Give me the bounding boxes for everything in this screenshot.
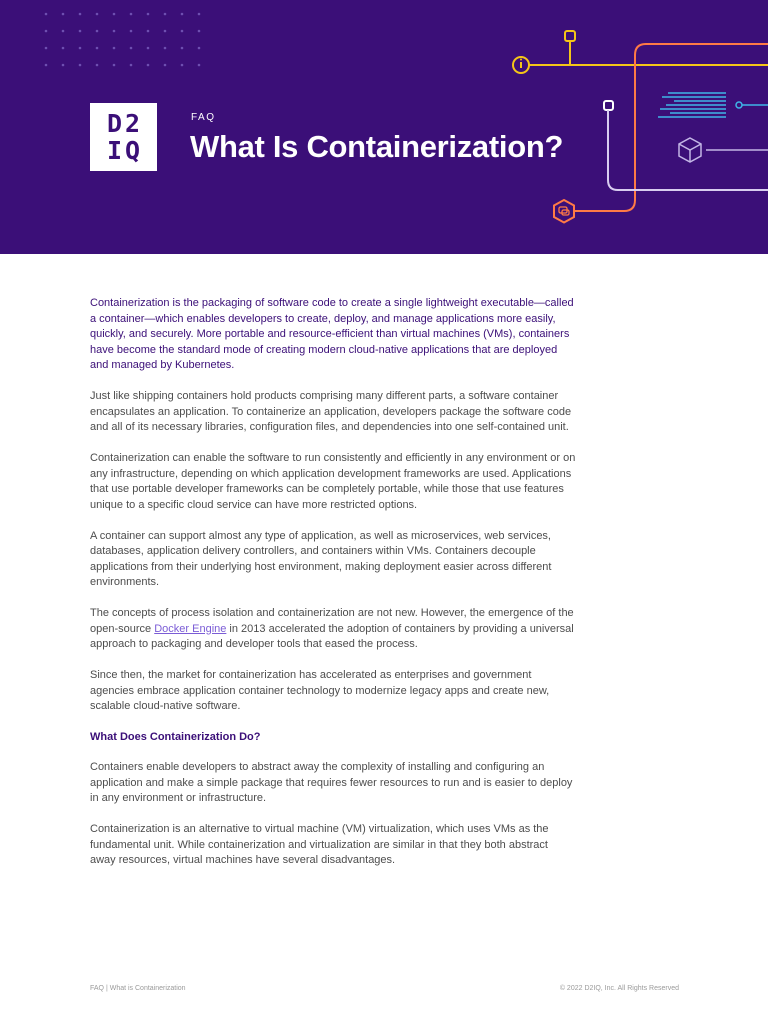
article-body	[90, 296, 576, 884]
page-title: What Is Containerization?	[190, 129, 564, 164]
paragraph-text: in 2013 accelerated the adoption of containers by providing a universal approach to packaging and developer tools that eased the process.	[90, 622, 574, 650]
footer-title: FAQ | What is Containerization	[90, 985, 186, 992]
info-icon	[513, 57, 529, 73]
paragraph: Since then, the market for containerization has accelerated as enterprises and government agencies embrace application container technology to modernize legacy apps and create new, scalable cloud-native software.	[90, 669, 550, 712]
cube-icon	[679, 138, 701, 162]
d2iq-logo	[90, 103, 157, 171]
logo-line-2: IQ	[106, 136, 144, 165]
paragraph-with-link	[90, 606, 576, 653]
page-header	[0, 0, 768, 254]
section-heading: What Does Containerization Do?	[90, 731, 261, 743]
paragraph: Just like shipping containers hold products comprising many different parts, a software container encapsulates an application. To containerize an application, developers package the software code and all of its necessary libraries, configuration files, and dependencies into one self-contained unit.	[90, 390, 572, 433]
circuit-decoration	[500, 0, 768, 254]
paragraph: Containerization is an alternative to virtual machine (VM) virtualization, which uses VMs as the fundamental unit. While containerization and virtualization are similar in that they both abstract away resources, virtual machines have several disadvantages.	[90, 823, 549, 866]
docker-engine-link[interactable]: Docker Engine	[154, 622, 227, 635]
footer-copyright: © 2022 D2IQ, Inc. All Rights Reserved	[559, 985, 679, 992]
paragraph-text: The concepts of process isolation and containerization are not new. However, the emergence of the open-source	[90, 607, 574, 635]
logo-line-1: D2	[106, 109, 144, 138]
dot-grid-decoration	[44, 12, 204, 72]
paragraph: A container can support almost any type of application, as well as microservices, web services, databases, application delivery controllers, and containers within VMs. Containers decouple applications from their underlying host environment, making deployment easier across different environments.	[90, 529, 552, 588]
paragraph: Containerization can enable the software to run consistently and efficiently in any environment or on any infrastructure, depending on which application development frameworks are used. Applications that use portable developer frameworks can be completely portable, while those that use features unique to a specific cloud service can have more restricted options.	[90, 452, 576, 511]
eyebrow-label: FAQ	[191, 112, 216, 123]
intro-paragraph: Containerization is the packaging of software code to create a single lightweight executable—called a container—which enables developers to create, deploy, and manage applications more easily, quickly, and securely. More portable and resource-efficient than virtual machines (VMs), containers have become the standard mode of creating modern cloud-native applications that are deployed and managed by Kubernetes.	[90, 297, 574, 371]
paragraph: Containers enable developers to abstract away the complexity of installing and configuring an application and make a simple package that requires fewer resources to run and is easier to deploy in any environment or infrastructure.	[90, 761, 573, 804]
chat-hexagon-icon	[554, 200, 574, 223]
